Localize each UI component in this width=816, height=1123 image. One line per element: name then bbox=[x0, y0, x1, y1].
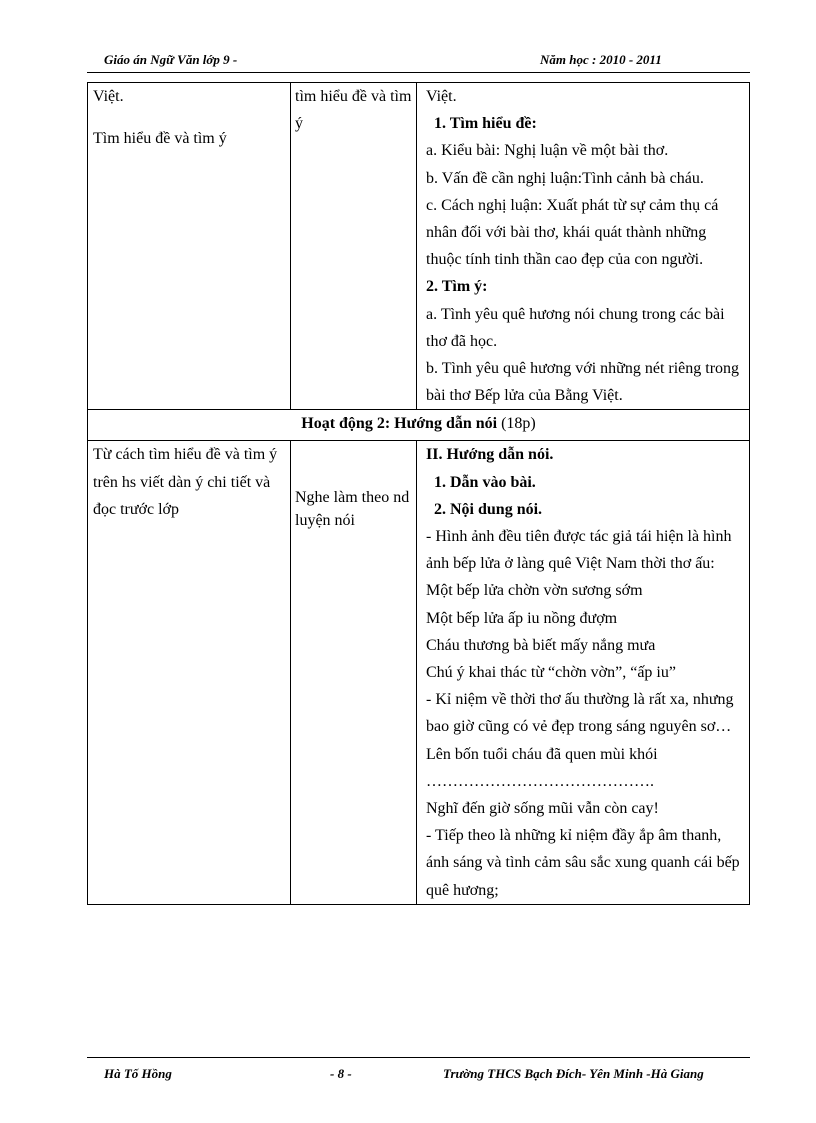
header-right: Năm học : 2010 - 2011 bbox=[540, 52, 662, 67]
cell-text: tìm hiểu đề và tìm ý bbox=[295, 88, 412, 133]
footer-author: Hà Tố Hồng bbox=[104, 1066, 172, 1081]
content-cell bbox=[417, 83, 750, 410]
teacher-activity-cell bbox=[88, 441, 291, 904]
student-activity-cell bbox=[291, 83, 417, 410]
header-rule bbox=[87, 72, 750, 73]
cell-text: c. Cách nghị luận: Xuất phát từ sự cảm thụ cá nhân đối với bài thơ, khái quát thành những thuộc tính tinh thần cao đẹp của con người. bbox=[426, 196, 719, 269]
ellipsis-line: ……………………………………. bbox=[426, 772, 654, 790]
cell-text: a. Kiểu bài: Nghị luận về một bài thơ. bbox=[426, 142, 669, 160]
poem-line: Lên bốn tuổi cháu đã quen mùi khói bbox=[426, 745, 658, 763]
section-heading: II. Hướng dẫn nói. bbox=[426, 446, 554, 464]
cell-text: - Kỉ niệm về thời thơ ấu thường là rất xa, nhưng bao giờ cũng có vẻ đẹp trong sáng nguyên sơ… bbox=[426, 691, 734, 736]
cell-text: a. Tình yêu quê hương nói chung trong các bài thơ đã học. bbox=[426, 305, 725, 350]
page-number: - 8 - bbox=[330, 1066, 352, 1081]
activity-time: (18p) bbox=[497, 415, 536, 433]
table-row bbox=[88, 410, 750, 441]
teacher-activity-cell bbox=[88, 83, 291, 410]
cell-text: b. Tình yêu quê hương với những nét riêng trong bài thơ Bếp lửa của Bằng Việt. bbox=[426, 360, 740, 405]
student-activity-cell bbox=[291, 441, 417, 904]
footer-school: Trường THCS Bạch Đích- Yên Minh -Hà Giang bbox=[443, 1066, 704, 1081]
cell-text: - Hình ảnh đều tiên được tác giả tái hiện là hình ảnh bếp lửa ở làng quê Việt Nam thời thơ ấu: bbox=[426, 528, 732, 573]
content-cell bbox=[417, 441, 750, 904]
activity-heading bbox=[88, 410, 750, 441]
cell-text: b. Vấn đề cần nghị luận:Tình cảnh bà cháu. bbox=[426, 169, 704, 187]
section-heading: 1. Tìm hiểu đề: bbox=[434, 115, 537, 133]
cell-text: - Tiếp theo là những kỉ niệm đầy ắp âm thanh, ánh sáng và tình cảm sâu sắc xung quanh cái bếp quê hương; bbox=[426, 827, 740, 899]
lesson-table bbox=[87, 82, 750, 905]
section-heading: 2. Tìm ý: bbox=[426, 278, 488, 296]
cell-text: Từ cách tìm hiểu đề và tìm ý trên hs viết dàn ý chi tiết và đọc trước lớp bbox=[93, 446, 278, 518]
cell-text: Chú ý khai thác từ “chờn vờn”, “ấp iu” bbox=[426, 664, 676, 682]
table-row bbox=[88, 441, 750, 904]
cell-text: Việt. bbox=[426, 88, 457, 105]
table-row bbox=[88, 83, 750, 410]
footer-rule bbox=[87, 1057, 750, 1058]
poem-line: Một bếp lửa chờn vờn sương sớm bbox=[426, 582, 643, 600]
cell-text: Tìm hiểu đề và tìm ý bbox=[93, 130, 227, 148]
header-left: Giáo án Ngữ Văn lớp 9 - bbox=[104, 52, 238, 67]
cell-text: Nghe làm theo nd luyện nói bbox=[295, 489, 410, 530]
poem-line: Nghĩ đến giờ sống mũi vẫn còn cay! bbox=[426, 800, 659, 818]
poem-line: Một bếp lửa ấp iu nồng đượm bbox=[426, 609, 618, 627]
section-heading: 2. Nội dung nói. bbox=[434, 500, 543, 518]
activity-title: Hoạt động 2: Hướng dẫn nói bbox=[301, 415, 498, 433]
poem-line: Cháu thương bà biết mấy nắng mưa bbox=[426, 636, 656, 654]
section-heading: 1. Dẫn vào bài. bbox=[434, 473, 536, 491]
cell-text: Việt. bbox=[93, 88, 124, 105]
